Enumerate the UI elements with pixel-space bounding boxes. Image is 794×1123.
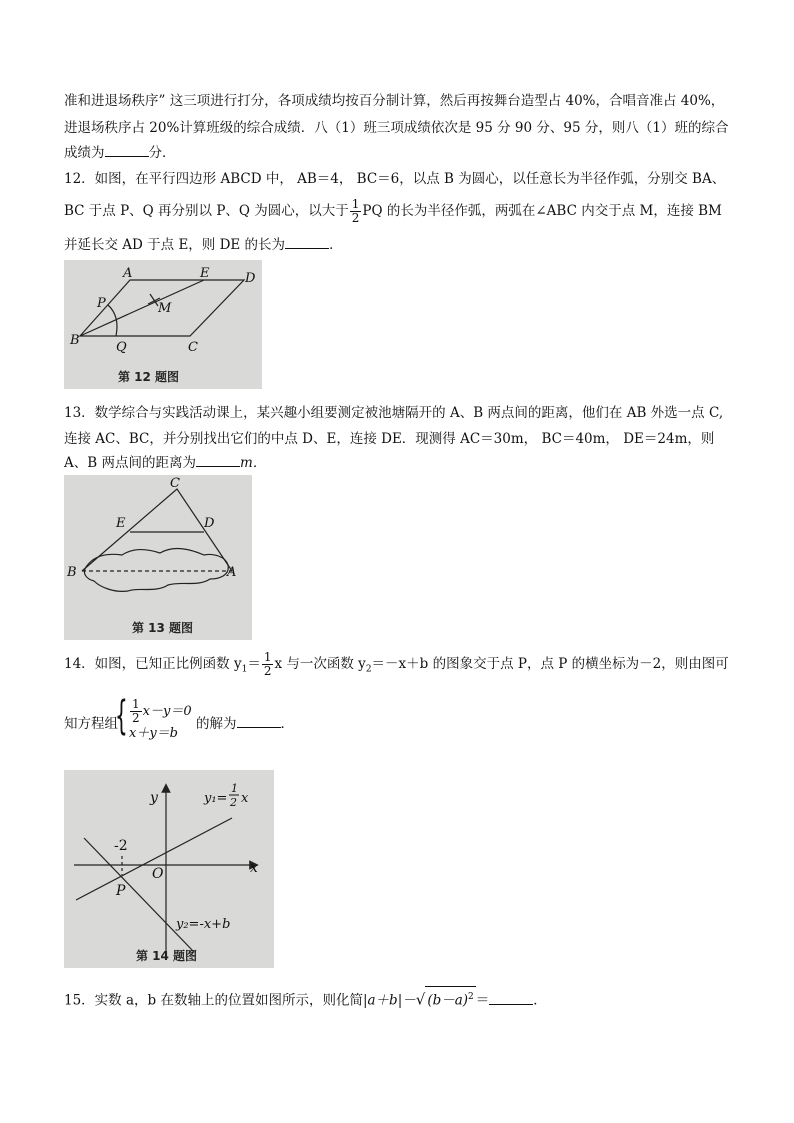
answer-blank — [105, 142, 149, 157]
label-a: A — [123, 266, 133, 281]
answer-blank — [237, 713, 281, 728]
fraction-numerator: 1 — [263, 650, 272, 664]
q13-line-3 — [64, 452, 266, 473]
label-a: A — [227, 565, 237, 580]
q11-text: 分． — [148, 145, 176, 161]
q15-text: ＝ — [475, 992, 490, 1009]
q14-text: 14．如图，已知正比例函数 y — [64, 656, 242, 672]
figure-13-caption: 第 13 题图 — [132, 621, 194, 635]
q12-text: ． — [329, 237, 343, 253]
q12-line-1: 12．如图，在平行四边形 ABCD 中， AB＝4， BC＝6，以点 B 为圆心，以任意长为半径作弧，分别交 BA、 — [64, 171, 726, 187]
fraction-denominator: 2 — [132, 711, 140, 725]
q11-text: 成绩为 — [64, 145, 105, 161]
q15-text: 15．实数 a，b 在数轴上的位置如图所示，则化简 — [64, 992, 363, 1009]
q14-text: ． — [280, 716, 294, 732]
equation-system — [121, 698, 192, 743]
q11-line-3 — [64, 142, 176, 163]
figure-14 — [64, 770, 274, 968]
q12-text: PQ 的长为半径作弧，两弧在∠ABC 内交于点 M，连接 BM — [362, 203, 722, 219]
q14-text: ＝－x＋b 的图象交于点 P，点 P 的横坐标为－2，则由图可 — [371, 656, 729, 672]
figure-12-caption: 第 12 题图 — [118, 370, 180, 384]
q13-text: m． — [239, 455, 267, 471]
label-y1: y₁= — [204, 791, 228, 806]
equation-1: x－y＝0 — [142, 704, 192, 719]
q14-text: 知方程组 — [64, 716, 118, 732]
fraction-numerator: 1 — [351, 197, 360, 211]
fraction-numerator: 1 — [132, 697, 140, 711]
pond — [84, 549, 228, 592]
answer-blank — [489, 990, 533, 1005]
fraction-denominator: 2 — [263, 664, 272, 678]
label-x: x — [250, 860, 258, 876]
q12-text: BC 于点 P、Q 再分别以 P、Q 为圆心，以大于 — [64, 203, 349, 219]
fraction — [262, 651, 274, 678]
label-y1-denominator: 2 — [230, 796, 237, 809]
figure-14-diagram — [64, 770, 274, 968]
fraction — [130, 698, 142, 725]
label-b: B — [67, 565, 77, 580]
exponent: 2 — [468, 992, 474, 1002]
equation-2: x＋y＝b — [129, 726, 178, 741]
line-y2 — [84, 838, 194, 952]
label-d: D — [204, 516, 215, 531]
q12-line-3 — [64, 234, 343, 255]
q12-line-2 — [64, 198, 722, 225]
q14-text: x 与一次函数 y — [274, 656, 366, 672]
q12-text: 并延长交 AD 于点 E，则 DE 的长为 — [64, 237, 286, 253]
label-neg-2: -2 — [114, 838, 128, 854]
label-e: E — [116, 516, 126, 531]
figure-12-diagram — [64, 260, 262, 389]
figure-13-diagram — [64, 475, 252, 640]
label-b: B — [70, 333, 80, 348]
label-y: y — [150, 790, 158, 806]
label-p: P — [116, 883, 126, 899]
absolute-value: |a＋b|－ — [362, 992, 416, 1009]
q14-line-1: 14．如图，已知正比例函数 $y_1=$ $\frac{1}{2}$ x 与一次函数 $y_2=-x+b$ 的图象交于点 P，点 P 的横坐标为－2，则由图可 — [64, 650, 729, 678]
q15-text: ． — [533, 992, 547, 1009]
q11-line-2: 进退场秩序占 20%计算班级的综合成绩．八（1）班三项成绩依次是 95 分 90 分、95 分，则八（1）班的综合 — [64, 120, 729, 136]
label-c: C — [188, 340, 198, 355]
label-y1-numerator: 1 — [231, 782, 238, 795]
q13-text: A、B 两点间的距离为 — [64, 455, 196, 471]
q14-text: ＝ — [247, 656, 261, 672]
line-y1 — [76, 818, 232, 900]
q14-text: 的解为 — [196, 716, 237, 732]
answer-blank — [285, 234, 329, 249]
label-y1-x: x — [241, 791, 249, 806]
q13-line-1: 13．数学综合与实践活动课上，某兴趣小组要测定被池塘隔开的 A、B 两点间的距离，他们在 AB 外选一点 C, — [64, 405, 724, 421]
figure-13 — [64, 475, 252, 640]
q15-line-1: 15．实数 a，b 在数轴上的位置如图所示，则化简|a＋b|－√ $(b-a)^2$ ＝ ． — [64, 986, 547, 1011]
fraction-denominator: 2 — [351, 211, 360, 225]
label-q: Q — [116, 340, 127, 355]
label-y2: y₂=-x+b — [176, 917, 231, 932]
label-e: E — [200, 266, 210, 281]
label-m: M — [158, 301, 172, 316]
answer-blank — [196, 452, 240, 467]
system-brace: { — [115, 693, 128, 739]
figure-12 — [64, 260, 262, 389]
square-root-inner: (b－a) — [427, 992, 469, 1009]
label-o: O — [152, 866, 164, 882]
fraction — [350, 198, 362, 225]
q11-line-1: 准和进退场秩序” 这三项进行打分，各项成绩均按百分制计算，然后再按舞台造型占 40%，合唱音准占 40%， — [64, 93, 725, 109]
label-c: C — [170, 476, 180, 491]
label-p: P — [97, 296, 106, 311]
square-root — [425, 986, 475, 1011]
label-d: D — [245, 271, 256, 286]
figure-14-caption: 第 14 题图 — [136, 949, 198, 963]
q13-line-2: 连接 AC、BC，并分别找出它们的中点 D、E，连接 DE．现测得 AC＝30m， BC＝40m， DE＝24m，则 — [64, 431, 715, 447]
